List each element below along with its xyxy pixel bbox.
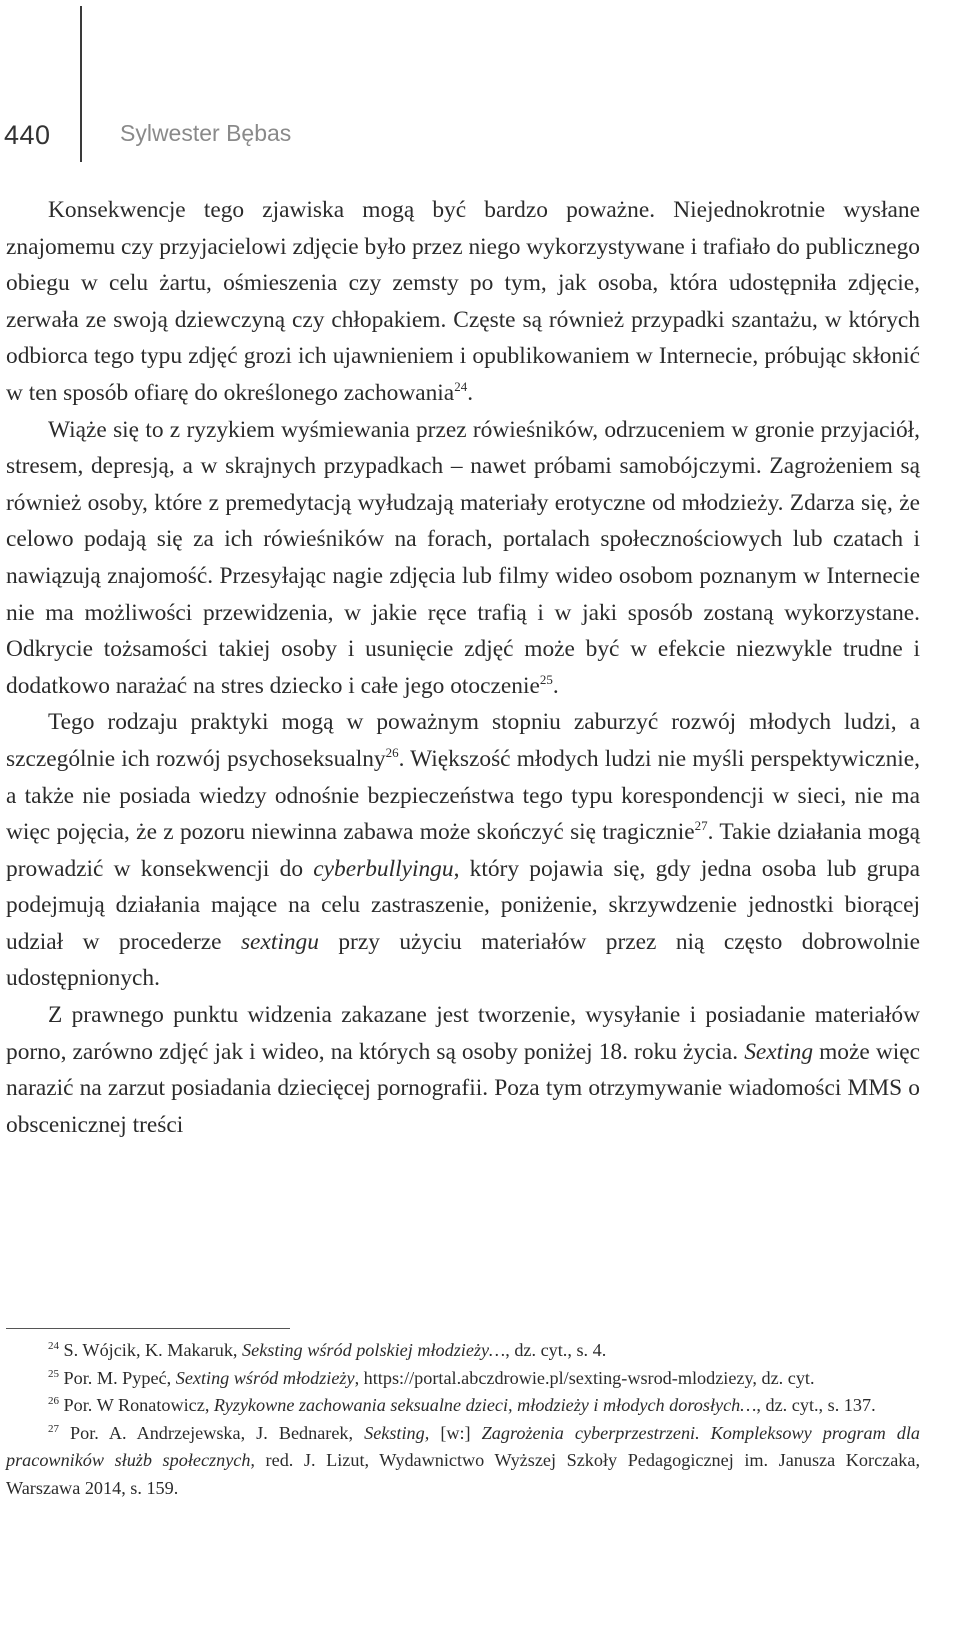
paragraph-text: . [467,379,474,406]
paragraph-2 [6,412,920,705]
italic-term: cyberbullyingu [313,855,454,882]
footnote-text: Por. W Ronatowicz, [59,1395,214,1416]
page-number: 440 [4,120,51,150]
italic-term: Sexting [744,1038,814,1065]
footnote-text: Por. M. Pypeć, [59,1367,176,1388]
paragraph-text: . Takie działania mogą prowadzić w konsekwencji do [6,819,920,882]
footnote-text: S. Wójcik, K. Makaruk, [59,1340,243,1360]
footnote-24 [6,1337,920,1365]
footnotes [6,1337,920,1503]
footnote-number: 27 [48,1422,59,1435]
footnote-text: , dz. cyt., s. 4. [505,1340,607,1360]
paragraph-text: Z prawnego punktu widzenia zakazane jest tworzenie, wysyłanie i posiadanie materiałów porno, zarówno zdjęć jak i wideo, na których są osoby poniżej 18. roku życia. [6,1002,920,1065]
footnote-25 [6,1365,920,1393]
footnote-text: , dz. cyt., s. 137. [756,1395,876,1416]
footnote-text: red. J. Lizut, Wydawnictwo Wyższej Szkoły Pedagogicznej im. Janusza Korczaka, Warszawa 2014, s. 159. [6,1450,920,1498]
footnote-26 [6,1392,920,1420]
paragraph-text: może więc narazić na zarzut posiadania dziecięcej pornografii. Poza tym otrzymywanie wiadomości MMS o obscenicznej treści [6,1038,920,1138]
footnote-number: 25 [48,1367,59,1380]
footnote-title: Sexting wśród młodzieży [175,1367,355,1388]
footnote-ref-27[interactable]: 27 [694,818,708,834]
paragraph-4 [6,997,920,1143]
footnote-number: 24 [48,1340,59,1352]
paragraph-1 [6,192,920,412]
footnote-text: Por. A. Andrzejewska, J. Bednarek, [59,1422,365,1443]
footnote-number: 26 [48,1395,59,1408]
body-text [6,192,920,1143]
footnote-link[interactable]: , https://portal.abczdrowie.pl/sexting-wsrod-mlodziezy, dz. cyt. [354,1367,815,1388]
footnote-27 [6,1420,920,1503]
footnote-title: Seksting wśród polskiej młodzieży… [242,1340,506,1360]
footnote-ref-26[interactable]: 26 [385,744,399,760]
paragraph-text: . [552,672,559,699]
footnote-title: Ryzykowne zachowania seksualne dzieci, młodzieży i młodych dorosłych… [213,1395,757,1416]
footnote-ref-25[interactable]: 25 [539,671,553,687]
italic-term: sextingu [240,928,319,955]
paragraph-text: Wiąże się to z ryzykiem wyśmiewania przez rówieśników, odrzuceniem w gronie przyjaciół, stresem, depresją, a w skrajnych przypadkach – nawet próbami samobójczymi. Zagrożeniem są również osoby, które z premedytacją wyłudzają materiały erotyczne od młodzieży. Zdarza się, że celowo podają się za ich rówieśników na forach, portalach społecznościowych lub czatach i nawiązują znajomość. Przesyłając nagie zdjęcia lub filmy wideo osobom poznanym w Internecie nie ma możliwości przewidzenia, w jakie ręce trafią i w jaki sposób zostaną wykorzystane. Odkrycie tożsamości takiej osoby i usunięcie zdjęć może być w efekcie niezwykle trudne i dodatkowo narażać na stres dziecko i całe jego otoczenie [6,416,920,699]
footnote-separator [6,1328,290,1329]
header-vertical-rule [80,6,82,162]
footnote-text: [w:] [429,1422,482,1443]
footnote-title: Seksting, [364,1422,430,1443]
footnote-title: Zagrożenia cyberprzestrzeni. Kompleksowy program dla pracowników służb społecznych, [6,1422,920,1471]
footnote-ref-24[interactable]: 24 [454,378,468,394]
paragraph-text: , który pojawia się, gdy jedna osoba lub grupa podejmują działania mające na celu zastraszenie, poniżenie, skrzywdzenie jednostki biorącej udział w procederze [6,855,920,955]
paragraph-text: Tego rodzaju praktyki mogą w poważnym stopniu zaburzyć rozwój młodych ludzi, a szczególnie ich rozwój psychoseksualny [6,709,920,772]
paragraph-3 [6,704,920,997]
paragraph-text: . Większość młodych ludzi nie myśli perspektywicznie, a także nie posiada wiedzy odnośnie bezpieczeństwa tego typu korespondencji w sieci, nie ma więc pojęcia, że z pozoru niewinna zabawa może skończyć się tragicznie [6,745,920,846]
paragraph-text: przy użyciu materiałów przez nią często dobrowolnie udostępnionych. [6,928,920,992]
paragraph-text: Konsekwencje tego zjawiska mogą być bardzo poważne. Niejednokrotnie wysłane znajomemu czy przyjacielowi zdjęcie było przez niego wykorzystywane i trafiało do publicznego obiegu w celu żartu, ośmieszenia czy zemsty po tym, jak osoba, która udostępniła zdjęcie, zerwała ze swoją dziewczyną czy chłopakiem. Częste są również przypadki szantażu, w których odbiorca tego typu zdjęć grozi ich ujawnieniem i opublikowaniem w Internecie, próbując skłonić w ten sposób ofiarę do określonego zachowania [6,197,920,406]
running-head-author: Sylwester Bębas [120,120,292,146]
